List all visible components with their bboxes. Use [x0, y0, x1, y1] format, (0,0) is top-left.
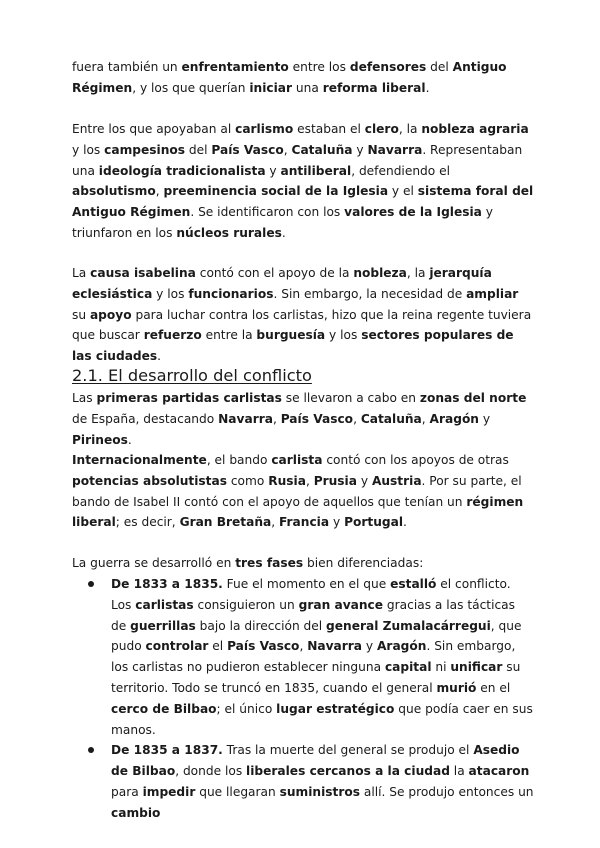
- bold-text: Antiguo Régimen: [72, 60, 507, 95]
- bold-text: suministros: [279, 784, 360, 799]
- bold-text: Navarra: [367, 142, 423, 157]
- bold-text: ideología tradicionalista: [98, 163, 266, 178]
- bold-text: murió: [436, 680, 477, 695]
- fases-list: [72, 574, 534, 824]
- bold-text: zonas del norte: [419, 391, 527, 405]
- paragraph-intro: fuera también un enfrentamiento entre los defensores del Antiguo Régimen, y los que querían iniciar una reforma liberal.: [72, 60, 507, 95]
- bold-text: refuerzo: [143, 328, 202, 343]
- bold-text: Austria: [371, 473, 422, 488]
- bold-text: Pirineos: [72, 432, 128, 447]
- bold-text: carlistas: [135, 597, 194, 612]
- bold-text: Rusia: [268, 473, 306, 488]
- bold-text: campesinos: [104, 142, 186, 157]
- bold-text: País Vasco: [280, 411, 354, 426]
- bold-text: preeminencia social de la Iglesia: [163, 184, 389, 199]
- bold-text: apoyo: [89, 307, 132, 322]
- bold-text: De 1833 a 1835.: [111, 577, 223, 591]
- list-item-fase-1: [72, 574, 534, 740]
- bold-text: impedir: [142, 784, 196, 799]
- bold-text: carlista: [271, 453, 323, 467]
- list-item-text: De 1833 a 1835. Fue el momento en el que estalló el conflicto. Los carlistas consiguieron un gran avance gracias a las tácticas de guerrillas bajo la dirección del general Zumalacárregui, que pudo controlar el País Vasco, Navarra y Aragón. Sin embargo, los carlistas no pudieron establecer ninguna capital ni unificar su territorio. Todo se truncó en 1835, cuando el general murió en el cerco de Bilbao; el único lugar estratégico que podía caer en sus manos.: [111, 577, 533, 737]
- bold-text: causa isabelina: [90, 266, 196, 280]
- bold-text: País Vasco: [227, 639, 300, 654]
- bold-text: cambio: [111, 805, 161, 820]
- section-heading: 2.1. El desarrollo del conflicto: [72, 366, 312, 385]
- bold-text: antiliberal: [280, 163, 352, 178]
- bold-text: Prusia: [313, 473, 357, 488]
- bold-text: carlismo: [235, 122, 294, 136]
- bullet-icon: [88, 581, 94, 587]
- bold-text: sistema foral del Antiguo Régimen: [72, 184, 534, 220]
- bullet-icon: [88, 747, 94, 753]
- bold-text: País Vasco: [211, 142, 284, 157]
- bold-text: valores de la Iglesia: [344, 205, 482, 220]
- bold-text: Cataluña: [360, 411, 422, 426]
- bold-text: ampliar: [466, 286, 519, 301]
- bold-text: Aragón: [429, 411, 479, 426]
- bold-text: Gran Bretaña: [179, 515, 272, 530]
- bold-text: Navarra: [307, 639, 363, 654]
- paragraph-carlismo: Entre los que apoyaban al carlismo estaban el clero, la nobleza agraria y los campesinos del País Vasco, Cataluña y Navarra. Representaban una ideología tradicionalista y antiliberal, defendiendo el absolutismo, preeminencia social de la Iglesia y el sistema foral del Antiguo Régimen. Se identificaron con los valores de la Iglesia y triunfaron en los núcleos rurales.: [72, 122, 534, 240]
- bold-text: controlar: [145, 639, 209, 654]
- list-item-text: De 1835 a 1837. Tras la muerte del general se produjo el Asedio de Bilbao, donde los liberales cercanos a la ciudad la atacaron para impedir que llegaran suministros allí. Se produjo entonces un cambio: [111, 743, 534, 820]
- bold-text: gran avance: [298, 597, 384, 612]
- bold-text: Cataluña: [291, 142, 353, 157]
- bold-text: potencias absolutistas: [72, 473, 227, 488]
- bold-text: nobleza: [353, 266, 407, 280]
- paragraph-partidas: Las primeras partidas carlistas se llevaron a cabo en zonas del norte de España, destacando Navarra, País Vasco, Cataluña, Aragón y Pirineos.: [72, 391, 527, 447]
- bold-text: cerco de Bilbao: [111, 701, 217, 716]
- bold-text: unificar: [450, 660, 503, 675]
- bold-text: jerarquía eclesiástica: [72, 266, 492, 301]
- bold-text: tres fases: [235, 556, 304, 570]
- bold-text: Aragón: [377, 639, 427, 654]
- bold-text: liberales cercanos a la ciudad: [246, 764, 450, 779]
- bold-text: Navarra: [218, 411, 273, 426]
- bold-text: nobleza agraria: [421, 122, 529, 136]
- bold-text: guerrillas: [130, 618, 196, 633]
- bold-text: general Zumalacárregui: [326, 618, 491, 633]
- list-item-fase-2: [72, 740, 534, 823]
- bold-text: estalló: [390, 577, 437, 591]
- bold-text: núcleos rurales: [176, 225, 282, 240]
- bold-text: De 1835 a 1837.: [111, 743, 223, 758]
- paragraph-isabelina: La causa isabelina contó con el apoyo de la nobleza, la jerarquía eclesiástica y los funcionarios. Sin embargo, la necesidad de ampliar su apoyo para luchar contra los carlistas, hizo que la reina regente tuviera que buscar refuerzo entre la burguesía y los sectores populares de las ciudades.: [72, 266, 532, 364]
- bold-text: clero: [364, 122, 399, 136]
- bold-text: burguesía: [256, 328, 326, 343]
- bold-text: Internacionalmente: [72, 453, 207, 467]
- bold-text: absolutismo: [72, 184, 156, 199]
- bold-text: reforma liberal: [322, 80, 426, 95]
- bold-text: régimen liberal: [72, 494, 524, 530]
- bold-text: capital: [384, 660, 432, 675]
- bold-text: lugar estratégico: [276, 701, 395, 716]
- bold-text: sectores populares de las ciudades: [72, 328, 514, 364]
- bold-text: defensores: [349, 60, 427, 74]
- bold-text: iniciar: [249, 80, 293, 95]
- bold-text: Asedio de Bilbao: [111, 743, 520, 779]
- paragraph-fases-intro: La guerra se desarrolló en tres fases bien diferenciadas:: [72, 556, 424, 570]
- bold-text: Portugal: [344, 515, 404, 530]
- bold-text: primeras partidas carlistas: [96, 391, 282, 405]
- bold-text: atacaron: [468, 764, 530, 779]
- bold-text: Francia: [279, 515, 330, 530]
- bold-text: enfrentamiento: [181, 60, 289, 74]
- paragraph-internacional: Internacionalmente, el bando carlista contó con los apoyos de otras potencias absolutistas como Rusia, Prusia y Austria. Por su parte, el bando de Isabel II contó con el apoyo de aquellos que tenían un régimen liberal; es decir, Gran Bretaña, Francia y Portugal.: [72, 453, 524, 530]
- bold-text: funcionarios: [188, 286, 274, 301]
